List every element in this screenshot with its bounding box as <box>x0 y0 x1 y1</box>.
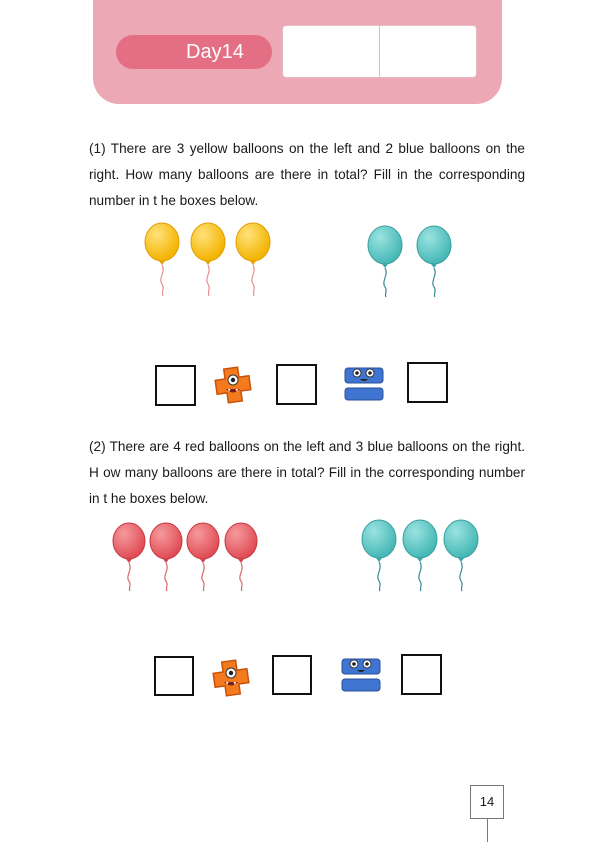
balloon-red <box>150 523 182 591</box>
answer-box-left-count[interactable] <box>154 656 194 696</box>
balloon-red <box>225 523 257 591</box>
question-1-right-balloons <box>362 224 462 300</box>
answer-box-right-count[interactable] <box>276 364 317 405</box>
balloon-yellow <box>191 223 225 296</box>
page-number: 14 <box>470 785 504 819</box>
question-2-right-balloons <box>358 516 483 592</box>
page-number-line <box>487 819 488 842</box>
balloon-teal <box>444 520 478 591</box>
balloon-teal <box>417 226 451 297</box>
equals-monster-icon <box>340 656 382 694</box>
day-label-pill <box>116 35 272 69</box>
balloon-yellow <box>236 223 270 296</box>
score-box[interactable] <box>282 25 477 78</box>
balloon-teal <box>362 520 396 591</box>
answer-box-left-count[interactable] <box>155 365 196 406</box>
question-2-left-balloons <box>110 520 260 592</box>
balloon-teal <box>403 520 437 591</box>
question-1-text: (1) There are 3 yellow balloons on the left and 2 blue balloons on the right. How many balloons are there in total? Fill in the corresponding number in t he boxes below. <box>89 141 525 208</box>
answer-box-total[interactable] <box>407 362 448 403</box>
balloon-red <box>113 523 145 591</box>
question-1-left-balloons <box>140 220 280 300</box>
plus-monster-icon <box>213 365 253 405</box>
score-box-divider <box>379 26 380 77</box>
plus-monster-icon <box>211 658 251 698</box>
answer-box-right-count[interactable] <box>272 655 312 695</box>
answer-box-total[interactable] <box>401 654 442 695</box>
balloon-yellow <box>145 223 179 296</box>
balloon-red <box>187 523 219 591</box>
equals-monster-icon <box>343 365 385 403</box>
day-label: Day14 <box>186 41 244 63</box>
balloon-teal <box>368 226 402 297</box>
question-2-text: (2) There are 4 red balloons on the left and 3 blue balloons on the right. H ow many balloons are there in total? Fill in the corresponding number in t he boxes below. <box>89 439 525 506</box>
